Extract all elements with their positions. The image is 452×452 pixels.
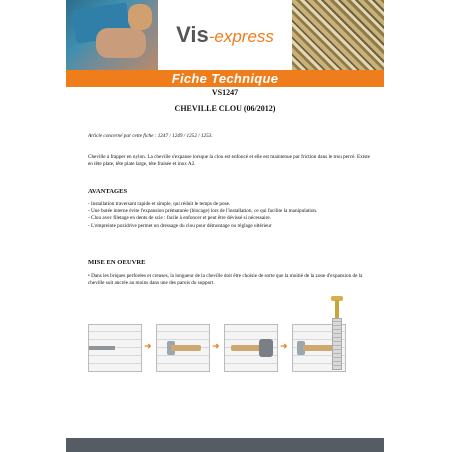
list-item: - Une butée interne évite l'expansion prématurée (blocage) lors de l'installation, ce qui facilite la manipulation. xyxy=(88,208,318,215)
logo xyxy=(158,0,292,70)
advantages-heading: AVANTAGES xyxy=(88,188,128,195)
arrow-right-icon: ➜ xyxy=(212,342,220,352)
document-title: CHEVILLE CLOU (06/2012) xyxy=(174,104,276,113)
header-photo-screws xyxy=(292,0,384,70)
header xyxy=(66,0,384,70)
advantages-list xyxy=(88,201,370,230)
step-insert-figure xyxy=(156,324,210,372)
installation-heading: MISE EN OEUVRE xyxy=(88,259,146,266)
banner xyxy=(66,70,384,87)
banner-title: Fiche Technique xyxy=(171,71,279,86)
header-photo-tools xyxy=(66,0,158,70)
applies-to: Article concerné par cette fiche : 1247 / 1249 / 1252 / 1253. xyxy=(88,133,213,139)
installation-text: • Dans les briques perforées et creuses, la longueur de la cheville doit être choisie de sorte que la moitié de la zone d'expansion de la cheville soit ancrée au moins dans une des parois du support. xyxy=(88,273,363,287)
list-item: - L'empreinte pozidrive permet un dressage du clou pour démontage ou réglage ultérieur xyxy=(88,222,272,229)
arrow-right-icon: ➜ xyxy=(144,342,152,352)
step-drill-figure xyxy=(88,324,142,372)
step-hammer-figure xyxy=(224,324,278,372)
list-item: - Installation traversant rapide et simple, qui réduit le temps de pose. xyxy=(88,201,231,207)
intro-paragraph: Cheville à frapper en nylon. La cheville s'expanse lorsque la clou est enfoncé et elle est maintenue par friction dans le trou percé. Existe en tête plate, tête plate large, tête fraisée et inox A2. xyxy=(88,154,370,168)
footer-bar xyxy=(66,438,384,452)
logo-text-accent: -express xyxy=(208,27,274,46)
product-reference: VS1247 xyxy=(211,88,239,97)
list-item: - Clou avec filetage en dents de scie : facile à enfoncer et peut être dévissé si nécessaire. xyxy=(88,215,271,222)
logo-text-main: Vis xyxy=(176,22,209,47)
nail-plug-illustration xyxy=(324,296,350,372)
technical-sheet xyxy=(66,0,384,452)
arrow-right-icon: ➜ xyxy=(280,342,288,352)
